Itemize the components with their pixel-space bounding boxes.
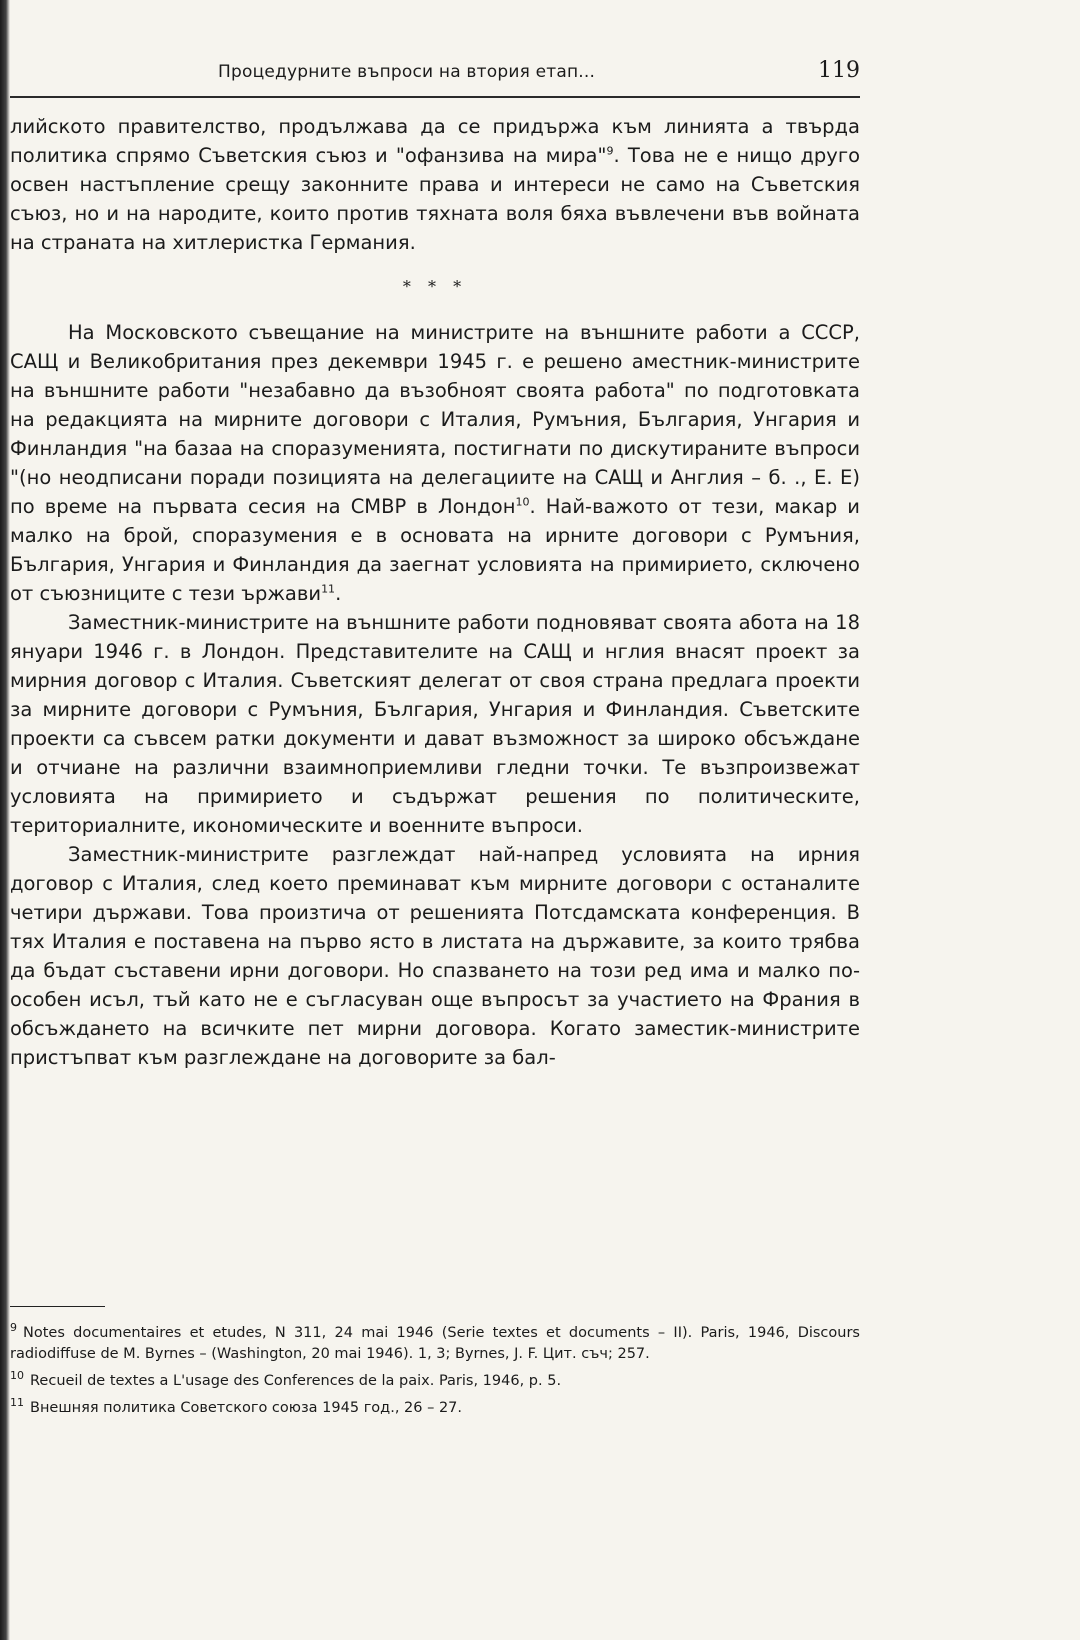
paragraph-1-text-b: . Това не е нищо друго освен настъпление срещу законните права и интереси не само на Съветския съюз, но и на народите, които против тяхната воля бяха въвлечени във войната на страната на хитлеристка Германия. [10,144,861,254]
footnote-ref-9: 9 [606,144,614,158]
running-title: Процедурните въпроси на втория етап... [218,62,596,82]
book-binding-edge [0,0,10,1640]
footnote-ref-11: 11 [321,582,336,596]
footnotes [10,1306,860,1418]
paragraph-1-text-a: лийското правителство, продължава да се придържа към линията а твърда политика спрямо Съветския съюз и "офанзива на мира" [10,115,860,167]
section-separator: * * * [402,277,468,296]
page-header [10,52,860,98]
footnote-9-text: Notes documentaires et etudes, N 311, 24 mai 1946 (Serie textes et documents – II). Paris, 1946, Discours radiodiffuse de M. Byrnes – (Washington, 20 mai 1946). 1, 3; Byrnes, J. F. Цит. съч; 257. [10,1324,860,1362]
paragraph-2 [10,318,860,608]
footnote-9 [10,1317,860,1365]
footnote-ref-10: 10 [515,495,530,509]
paragraph-2-text-b: . Най-важото от тези, макар и малко на брой, споразумения е в основата на ирните договори с Румъния, България, Унгария и Финландия да заегнат условията на примирието, сключено от съюзниците с тези ържави [10,495,860,605]
footnote-11-text: Внешняя политика Советского союза 1945 год., 26 – 27. [30,1399,463,1416]
paragraph-1 [10,112,860,257]
footnote-11-number: 11 [10,1395,24,1409]
footnote-10-number: 10 [10,1368,24,1382]
footnote-10-text: Recueil de textes a L'usage des Conferences de la paix. Paris, 1946, p. 5. [30,1372,562,1389]
paragraph-3: Заместник-министрите на външните работи подновяват своята абота на 18 януари 1946 г. в Лондон. Представителите на САЩ и нглия внасят проект за мирния договор с Италия. Съветският делегат от своя страна предлага проекти за мирните договори с Румъния, България, Унгария и Финландия. Съветските проекти са съвсем ратки документи и дават възможност за широко обсъждане и отчиане на различни взаимноприемливи гледни точки. Те възпроизвежат условията на примирието и съдържат решения по политическите, териториалните, икономическите и военните въпроси. [10,611,860,837]
footnote-rule [10,1306,105,1307]
footnote-9-number: 9 [10,1321,17,1334]
footnote-10 [10,1365,860,1392]
paragraph-4: Заместник-министрите разглеждат най-напред условията на ирния договор с Италия, след което преминават към мирните договори с останалите четири държави. Това произтича от решенията Потсдамската конференция. В тях Италия е поставена на първо ясто в листата на държавите, за които трябва да бъдат съставени ирни договори. Но спазването на този ред има и малко по-особен исъл, тъй като не е съгласуван още въпросът за участието на Франия в обсъждането на всичките пет мирни договора. Когато заместик-министрите пристъпват към разглеждане на договорите за бал- [10,843,860,1069]
paragraph-2-text-a: На Московското съвещание на министрите на външните работи а СССР, САЩ и Великобритания през декември 1945 г. е решено аместник-министрите на външните работи "незабавно да възобноят своята работа" по подготовката на редакцията на мирните договори с Италия, Румъния, България, Унгария и Финландия "на базаа на споразуменията, постигнати по дискутираните въпроси "(но неодписани поради позицията на делегациите на САЩ и Англия – б. ., Е. Е) по време на първата сесия на СМВР в Лондон [10,321,860,518]
document-page [10,52,860,1072]
footnote-11 [10,1392,860,1419]
body-text [10,112,860,1072]
paragraph-2-text-c: . [335,582,342,605]
page-number: 119 [818,58,860,83]
